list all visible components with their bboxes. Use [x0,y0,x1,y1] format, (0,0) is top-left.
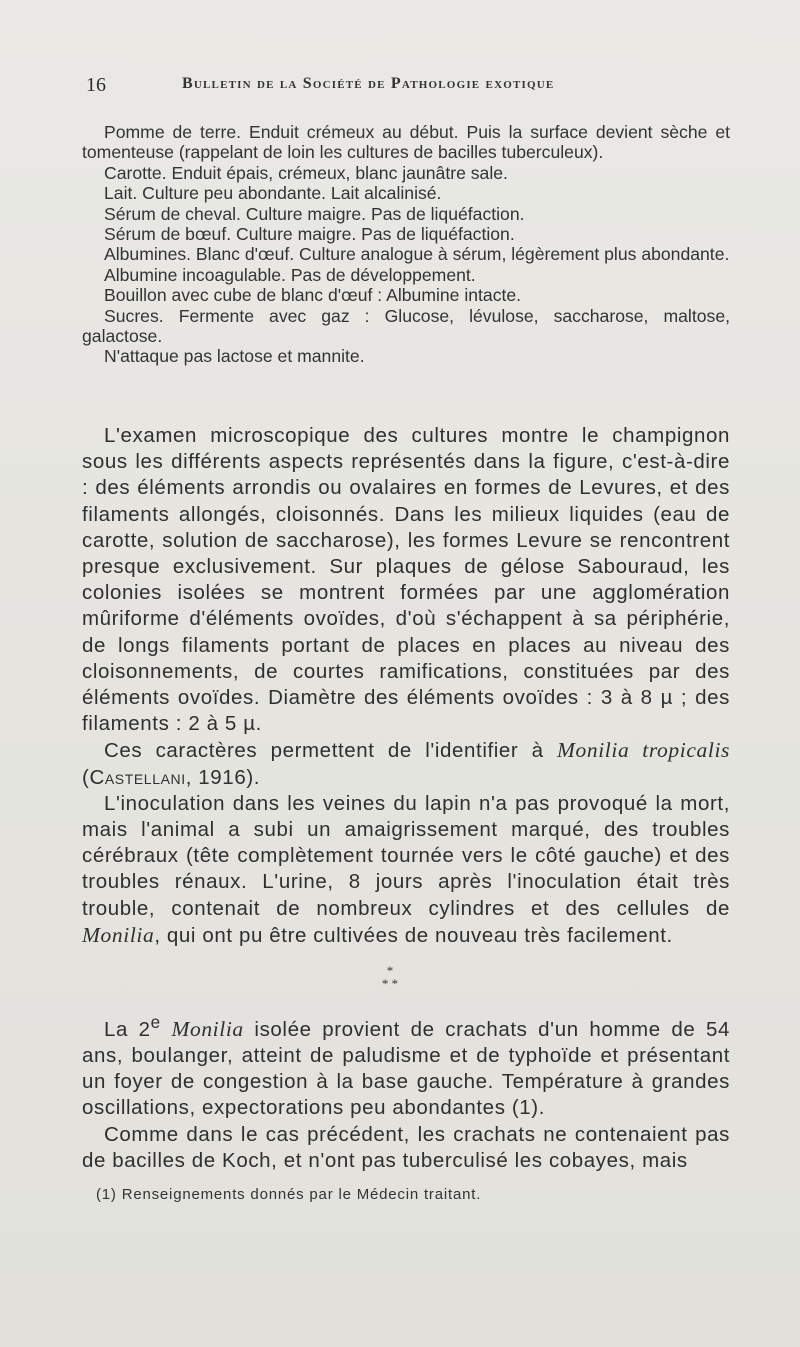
body-text-continued [82,1010,730,1174]
running-title: Bulletin de la Société de Pathologie exotique [182,75,555,92]
culture-line: Albumine incoagulable. Pas de développement. [104,264,476,285]
page-number: 16 [86,74,106,96]
paragraph-identification: Ces caractères permettent de l'identifier à Monilia tropicalis (Castellani, 1916). [82,738,730,789]
asterism-separator: * * * [381,963,399,991]
culture-line: Bouillon avec cube de blanc d'œuf : Albumine intacte. [104,285,522,306]
footnote: (1) Renseignements donnés par le Médecin traitant. [96,1186,482,1203]
paragraph-microscopic-exam: L'examen microscopique des cultures montre le champignon sous les différents aspects représentés dans la figure, c'est-à-dire : des éléments arrondis ou ovalaires en formes de Levures, et des filaments allongés, cloisonnés. Dans les milieux liquides (eau de carotte, solution de saccharose), les formes Levure se rencontrent presque exclusivement. Sur plaques de gélose Sabouraud, les colonies isolées se montrent formées par une agglomération mûriforme d'éléments ovoïdes, d'où s'échappent à sa périphérie, de longs filaments portant de places en places au niveau des cloisonnements, de courtes ramifications, constituées par des éléments ovoïdes. Diamètre des éléments ovoïdes : 3 à 8 µ ; des filaments : 2 à 5 µ. [82,424,730,736]
genus-name: Monilia [82,922,155,947]
paragraph-inoculation: L'inoculation dans les veines du lapin n'a pas provoqué la mort, mais l'animal a subi un amaigrissement marqué, des troubles cérébraux (tête complètement tournée vers le côté gauche) et des troubles rénaux. L'urine, 8 jours après l'inoculation était très trouble, contenait de nombreux cylindres et des cellules de Monilia, qui ont pu être cultivées de nouveau très facilement. [82,791,730,947]
body-text [82,423,730,949]
paragraph-second-monilia: La 2e Monilia isolée provient de crachats d'un homme de 54 ans, boulanger, atteint de paludisme et de typhoïde et présentant un foyer de congestion à la base gauche. Température à grandes oscillations, expectorations peu abondantes (1). [82,1013,730,1120]
paragraph-comparison: Comme dans le cas précédent, les crachats ne contenaient pas de bacilles de Koch, et n'ont pas tuberculisé les cobayes, mais [82,1122,730,1172]
author-name: Castellani [89,765,186,789]
culture-line: Albumines. Blanc d'œuf. Culture analogue à sérum, légèrement plus abondante. [104,244,730,265]
page-header [86,74,726,102]
culture-line: Carotte. Enduit épais, crémeux, blanc jaunâtre sale. [104,162,508,183]
culture-results [82,122,730,367]
culture-line: Lait. Culture peu abondante. Lait alcalinisé. [104,183,442,204]
culture-line: Sérum de cheval. Culture maigre. Pas de liquéfaction. [104,203,525,224]
culture-line: Pomme de terre. Enduit crémeux au début. Puis la surface devient sèche et tomenteuse (rappelant de loin les cultures de bacilles tuberculeux). [82,122,730,163]
culture-line: Sérum de bœuf. Culture maigre. Pas de liquéfaction. [104,224,515,245]
species-name: Monilia tropicalis [556,738,730,763]
culture-line: N'attaque pas lactose et mannite. [104,346,365,367]
genus-name: Monilia [171,1016,244,1041]
culture-line: Sucres. Fermente avec gaz : Glucose, lévulose, saccharose, maltose, galactose. [82,305,730,347]
